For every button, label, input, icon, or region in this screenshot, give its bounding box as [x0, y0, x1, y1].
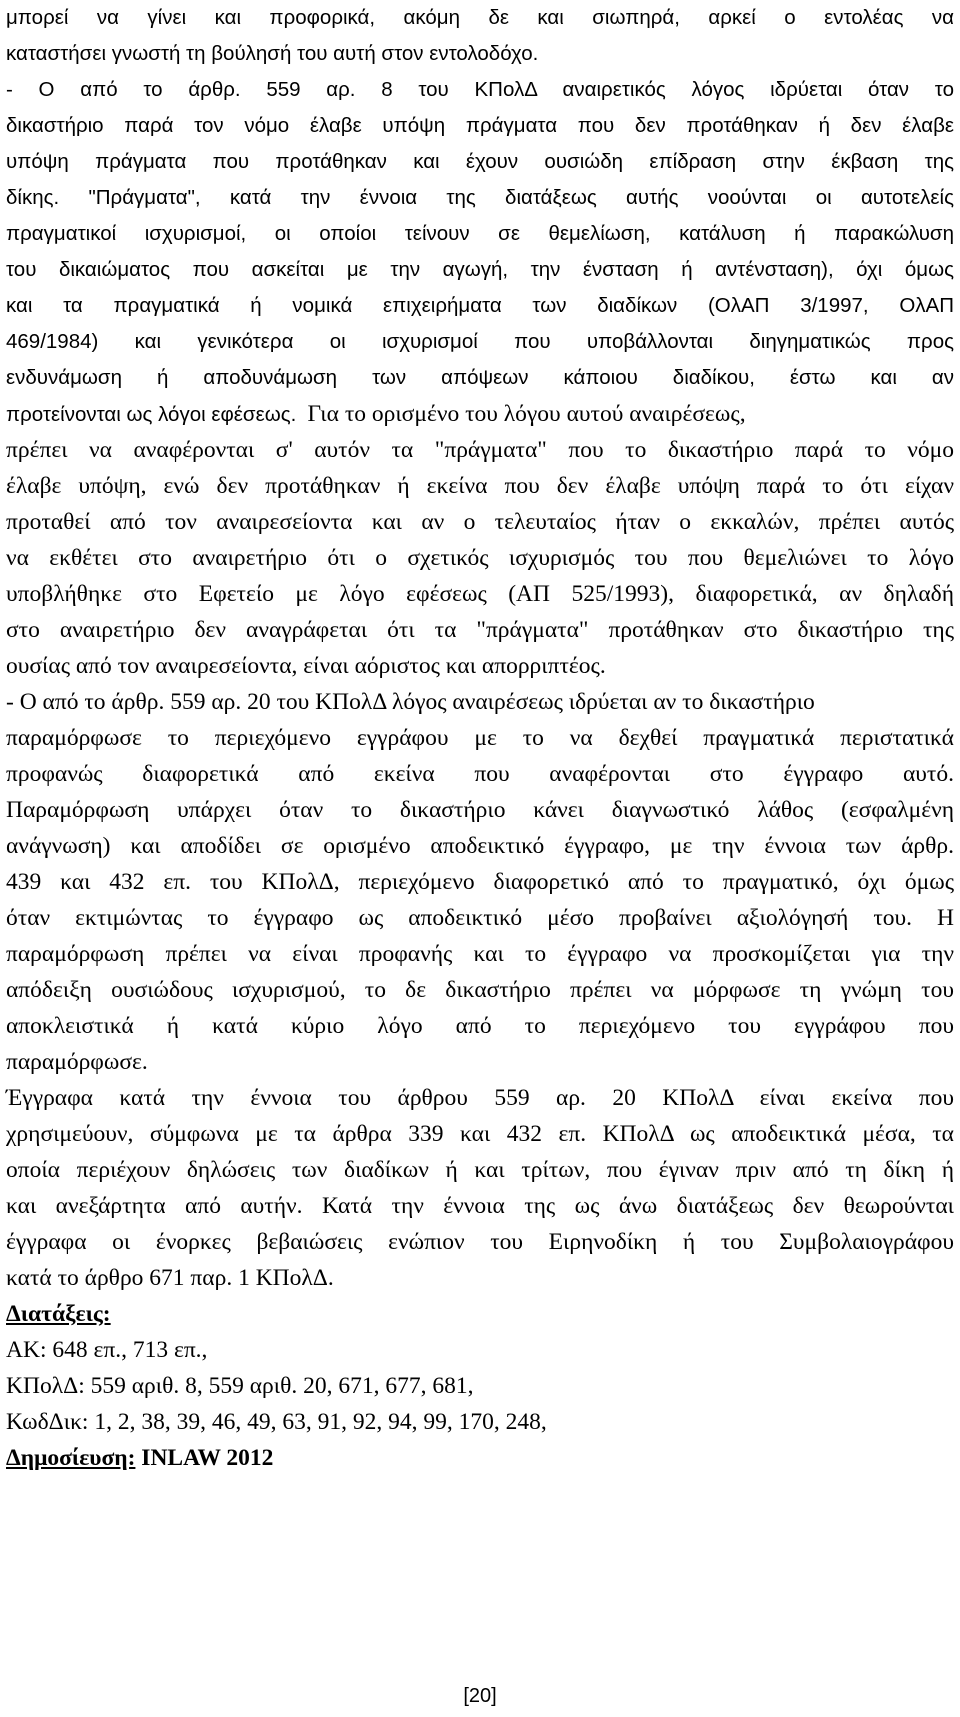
text-line: και τα πραγματικά ή νομικά επιχειρήματα των διαδίκων (ΟλΑΠ 3/1997, ΟλΑΠ [6, 294, 954, 317]
publication-value: INLAW 2012 [141, 1445, 274, 1471]
text-line: αποκλειστικά ή κατά κύριο λόγο από το περιεχόμενο του εγγράφου που [6, 1013, 954, 1039]
text-line: υπόψη πράγματα που προτάθηκαν και έχουν ουσιώδη επίδραση στην έκβαση της [6, 150, 954, 173]
text-line: καταστήσει γνωστή τη βούλησή του αυτή στον εντολοδόχο. [6, 42, 539, 65]
text-line: μπορεί να γίνει και προφορικά, ακόμη δε και σιωπηρά, αρκεί ο εντολέας να [6, 6, 954, 29]
text-line: - Ο από το άρθρ. 559 αρ. 20 του ΚΠολΔ λόγος αναιρέσεως ιδρύεται αν το δικαστήριο [6, 689, 815, 715]
mixed-line [6, 396, 954, 433]
text-line: Παραμόρφωση υπάρχει όταν το δικαστήριο κάνει διαγνωστικό λάθος (εσφαλμένη [6, 797, 954, 823]
text-line: παραμόρφωση πρέπει να είναι προφανής και το έγγραφο να προσκομίζεται για την [6, 941, 954, 967]
text-line: 469/1984) και γενικότερα οι ισχυρισμοί που υποβάλλονται διηγηματικώς προς [6, 330, 954, 353]
text-line: έλαβε υπόψη, ενώ δεν προτάθηκαν ή εκείνα που δεν έλαβε υπόψη παρά το ότι είχαν [6, 473, 954, 499]
text-line: χρησιμεύουν, σύμφωνα με τα άρθρα 339 και 432 επ. ΚΠολΔ ως αποδεικτικά μέσα, τα [6, 1121, 954, 1147]
publication-heading: Δημοσίευση: [6, 1445, 136, 1471]
text-line: όταν εκτιμώντας το έγγραφο ως αποδεικτικό μέσο προβαίνει αξιολόγησή του. Η [6, 905, 954, 931]
provisions-ak: ΑΚ: 648 επ., 713 επ., [6, 1337, 208, 1363]
text-line: Έγγραφα κατά την έννοια του άρθρου 559 αρ. 20 ΚΠολΔ είναι εκείνα που [6, 1085, 954, 1111]
text-line: προφανώς διαφορετικά από εκείνα που αναφέρονται στο έγγραφο αυτό. [6, 761, 954, 787]
text-line: απόδειξη ουσιώδους ισχυρισμού, το δε δικαστήριο πρέπει να μόρφωσε τη γνώμη του [6, 977, 954, 1003]
text-line: δικαστήριο παρά τον νόμο έλαβε υπόψη πράγματα που δεν προτάθηκαν ή δεν έλαβε [6, 114, 954, 137]
text-line: ουσίας από τον αναιρεσείοντα, είναι αόριστος και απορριπτέος. [6, 653, 606, 679]
text-line: προτείνονται ως λόγοι εφέσεως. [6, 403, 297, 426]
text-line: και ανεξάρτητα από αυτήν. Κατά την έννοια της ως άνω διατάξεως δεν θεωρούνται [6, 1193, 954, 1219]
text-line: παραμόρφωσε το περιεχόμενο εγγράφου με το να δεχθεί πραγματικά περιστατικά [6, 725, 954, 751]
text-line: έγγραφα οι ένορκες βεβαιώσεις ενώπιον του Ειρηνοδίκη ή του Συμβολαιογράφου [6, 1229, 954, 1255]
provisions-heading: Διατάξεις: [6, 1301, 111, 1327]
text-line: ενδυνάμωση ή αποδυνάμωση των απόψεων κάποιου διαδίκου, έστω και αν [6, 366, 954, 389]
provisions-kpold: ΚΠολΔ: 559 αριθ. 8, 559 αριθ. 20, 671, 677, 681, [6, 1373, 474, 1399]
text-line: να εκθέτει στο αναιρετήριο ότι ο σχετικός ισχυρισμός του που θεμελιώνει το λόγο [6, 545, 954, 571]
text-line: - Ο από το άρθρ. 559 αρ. 8 του ΚΠολΔ αναιρετικός λόγος ιδρύεται όταν το [6, 78, 954, 101]
page-number: [20] [463, 1685, 497, 1707]
text-line: δίκης. "Πράγματα", κατά την έννοια της διατάξεως αυτής νοούνται οι αυτοτελείς [6, 186, 954, 209]
text-line: υποβλήθηκε στο Εφετείο με λόγο εφέσεως (ΑΠ 525/1993), διαφορετικά, αν δηλαδή [6, 581, 954, 607]
text-line: οποία περιέχουν δηλώσεις των διαδίκων ή και τρίτων, που έγιναν πριν από τη δίκη ή [6, 1157, 954, 1183]
text-line: 439 και 432 επ. του ΚΠολΔ, περιεχόμενο διαφορετικό από το πραγματικό, όχι όμως [6, 869, 954, 895]
text-line: στο αναιρετήριο δεν αναγράφεται ότι τα "πράγματα" προτάθηκαν στο δικαστήριο της [6, 617, 954, 643]
text-line: πραγματικοί ισχυρισμοί, οι οποίοι τείνουν σε θεμελίωση, κατάλυση ή παρακώλυση [6, 222, 954, 245]
text-line: ανάγνωση) και αποδίδει σε ορισμένο αποδεικτικό έγγραφο, με την έννοια των άρθρ. [6, 833, 954, 859]
provisions-kwddik: ΚωδΔικ: 1, 2, 38, 39, 46, 49, 63, 91, 92, 94, 99, 170, 248, [6, 1409, 547, 1435]
text-line: κατά το άρθρο 671 παρ. 1 ΚΠολΔ. [6, 1265, 334, 1291]
text-line: Για το ορισμένο του λόγου αυτού αναιρέσεως, [307, 401, 746, 427]
publication-line [6, 1440, 954, 1476]
text-line: του δικαιώματος που ασκείται με την αγωγή, την ένσταση ή αντένσταση), όχι όμως [6, 258, 954, 281]
text-line: προταθεί από τον αναιρεσείοντα και αν ο τελευταίος ήταν ο εκκαλών, πρέπει αυτός [6, 509, 954, 535]
text-line: πρέπει να αναφέρονται σ' αυτόν τα "πράγματα" που το δικαστήριο παρά το νόμο [6, 437, 954, 463]
text-line: παραμόρφωσε. [6, 1049, 148, 1075]
